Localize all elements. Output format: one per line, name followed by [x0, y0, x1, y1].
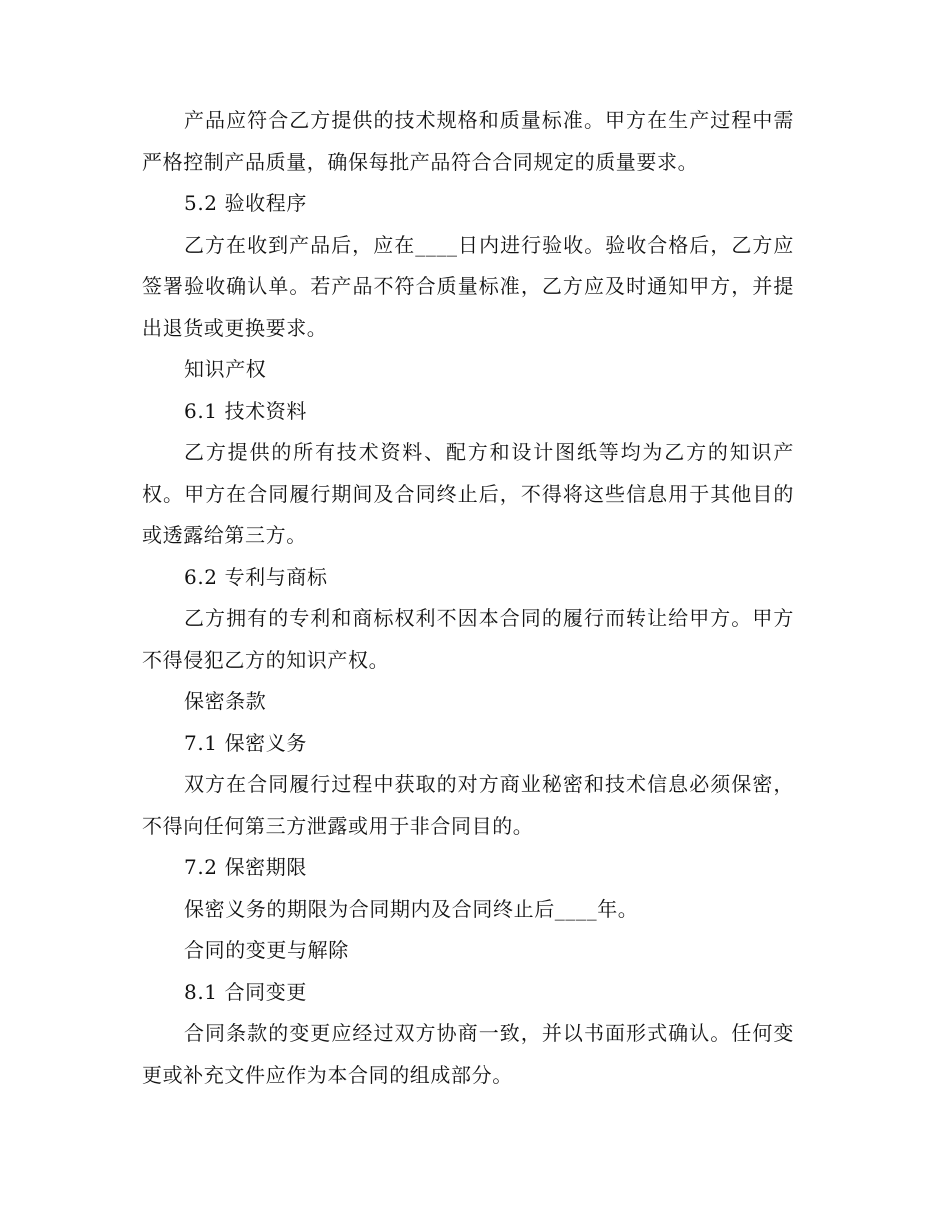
section-heading-6-1: 6.1 技术资料 [184, 398, 307, 423]
section-heading-7-1: 7.1 保密义务 [184, 730, 307, 755]
section-heading-8-1: 8.1 合同变更 [184, 979, 307, 1004]
paragraph-confidentiality-duty: 双方在合同履行过程中获取的对方商业秘密和技术信息必须保密，不得向任何第三方泄露或用于非合同目的。 [142, 772, 794, 838]
document-page [142, 100, 794, 1096]
paragraph-quality-standard: 产品应符合乙方提供的技术规格和质量标准。甲方在生产过程中需严格控制产品质量，确保每批产品符合合同规定的质量要求。 [142, 108, 794, 174]
paragraph-acceptance: 乙方在收到产品后，应在____日内进行验收。验收合格后，乙方应签署验收确认单。若产品不符合质量标准，乙方应及时通知甲方，并提出退货或更换要求。 [142, 232, 794, 340]
section-heading-5-2: 5.2 验收程序 [184, 191, 307, 215]
paragraph-patent-trademark: 乙方拥有的专利和商标权利不因本合同的履行而转让给甲方。甲方不得侵犯乙方的知识产权。 [142, 606, 794, 672]
chapter-heading-confidentiality: 保密条款 [184, 689, 267, 713]
section-heading-6-2: 6.2 专利与商标 [184, 564, 328, 589]
paragraph-contract-change: 合同条款的变更应经过双方协商一致，并以书面形式确认。任何变更或补充文件应作为本合同的组成部分。 [142, 1021, 794, 1087]
section-heading-7-2: 7.2 保密期限 [184, 855, 307, 879]
chapter-heading-change-termination: 合同的变更与解除 [184, 938, 349, 962]
chapter-heading-ip: 知识产权 [184, 357, 267, 381]
paragraph-tech-materials: 乙方提供的所有技术资料、配方和设计图纸等均为乙方的知识产权。甲方在合同履行期间及合同终止后，不得将这些信息用于其他目的或透露给第三方。 [142, 440, 794, 547]
paragraph-confidentiality-term: 保密义务的期限为合同期内及合同终止后____年。 [184, 896, 639, 921]
